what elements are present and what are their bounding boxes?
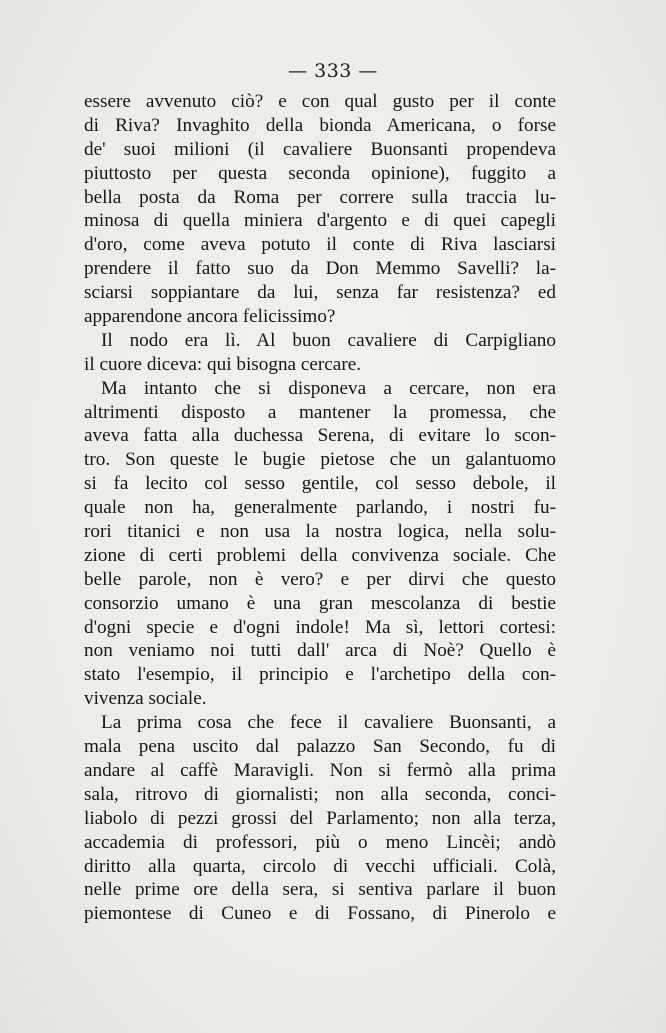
text-line: andare al caffè Maravigli. Non si fermò alla prima — [84, 759, 556, 781]
text-line: vivenza sociale. — [84, 688, 207, 710]
text-line: d'ogni specie e d'ogni indole! Ma sì, lettori cortesi: — [84, 616, 556, 638]
text-line: belle parole, non è vero? e per dirvi che questo — [84, 568, 556, 590]
text-line: de' suoi milioni (il cavaliere Buonsanti propendeva — [84, 138, 556, 160]
text-line: sciarsi soppiantare da lui, senza far resistenza? ed — [84, 282, 556, 304]
text-line: bella posta da Roma per correre sulla traccia lu- — [84, 186, 556, 208]
text-line: zione di certi problemi della convivenza sociale. Che — [84, 544, 556, 566]
text-line: minosa di quella miniera d'argento e di quei capegli — [84, 210, 556, 232]
text-line: mala pena uscito dal palazzo San Secondo, fu di — [84, 736, 556, 758]
text-line: apparendone ancora felicissimo? — [84, 306, 336, 328]
text-line: altrimenti disposto a mantener la promessa, che — [84, 401, 556, 423]
text-line: tro. Son queste le bugie pietose che un galantuomo — [84, 449, 556, 471]
text-line: aveva fatta alla duchessa Serena, di evitare lo scon- — [84, 425, 556, 447]
text-line: il cuore diceva: qui bisogna cercare. — [84, 353, 362, 375]
text-line: nelle prime ore della sera, si sentiva parlare il buon — [84, 879, 556, 901]
text-line: liabolo di pezzi grossi del Parlamento; non alla terza, — [84, 807, 556, 829]
text-line: rori titanici e non usa la nostra logica, nella solu- — [84, 521, 556, 543]
text-line: quale non ha, generalmente parlando, i nostri fu- — [84, 497, 556, 519]
body-text — [84, 90, 556, 926]
text-line: diritto alla quarta, circolo di vecchi ufficiali. Colà, — [84, 855, 556, 877]
text-line: piuttosto per questa seconda opinione), fuggito a — [84, 162, 556, 184]
text-line: stato l'esempio, il principio e l'archetipo della con- — [84, 664, 556, 686]
text-line: essere avvenuto ciò? e con qual gusto per il conte — [84, 91, 556, 112]
text-line: piemontese di Cuneo e di Fossano, di Pinerolo e — [84, 903, 556, 925]
text-line: accademia di professori, più o meno Lincèi; andò — [84, 831, 556, 853]
text-line: Ma intanto che si disponeva a cercare, non era — [101, 377, 556, 399]
text-line: sala, ritrovo di giornalisti; non alla seconda, conci- — [84, 783, 556, 805]
text-line: prendere il fatto suo da Don Memmo Savelli? la- — [84, 258, 556, 280]
text-line: consorzio umano è una gran mescolanza di bestie — [84, 592, 556, 614]
text-line: di Riva? Invaghito della bionda Americana, o forse — [84, 114, 556, 136]
text-line: d'oro, come aveva potuto il conte di Riva lasciarsi — [84, 234, 556, 256]
text-line: non veniamo noi tutti dall' arca di Noè? Quello è — [84, 640, 556, 662]
text-line: La prima cosa che fece il cavaliere Buonsanti, a — [101, 712, 556, 734]
text-line: Il nodo era lì. Al buon cavaliere di Carpigliano — [101, 329, 556, 351]
page-number: — 333 — — [288, 60, 378, 82]
text-line: si fa lecito col sesso gentile, col sesso debole, il — [84, 473, 556, 495]
